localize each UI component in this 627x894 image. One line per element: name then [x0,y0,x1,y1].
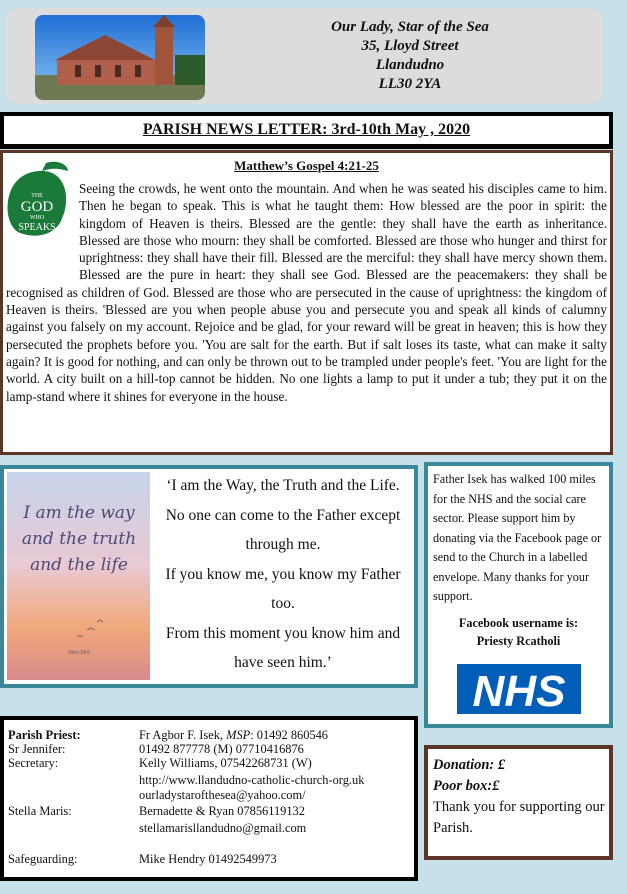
logo-text-speaks: SPEAKS [18,222,56,233]
sr-label: Sr Jennifer: [8,742,66,756]
donation-label: Donation: £ [433,757,506,773]
nhs-logo [457,664,581,714]
gospel-text: Seeing the crowds, he went onto the mountain. And when he was seated his disciples came to him. Then he began to speak. This is what he taught them: How blessed are the poor in spirit: the kingdom of Heaven is theirs. Blessed are the gentle: they shall have the earth as inheritance. Blessed are those who mourn: they shall be comforted. Blessed are those who hunger and thirst for uprightness: they shall have their fill. Blessed are the merciful: they shall have mercy shown them. Blessed are the pure in heart: they shall see God. Blessed are the peacemakers: they shall be recognised as children of God. Blessed are those who are persecuted in the cause of uprightness: the kingdom of Heaven is theirs. 'Blessed are you when people abuse you and persecute you and speak all kinds of calumny against you falsely on my account. Rejoice and be glad, for your reward will be great in heaven; this is how they persecuted the prophets before you. 'You are salt for the earth. But if salt loses its taste, what can make it salty again? It is good for nothing, and can only be thrown out to be trampled under people's feet. 'You are light for the world. A city built on a hill-top cannot be hidden. No one lights a lamp to put it under a tub; they put it on the lamp-stand where it shines for everyone in the house. [6,181,607,404]
priest-name: Fr Agbor F. Isek, [139,728,227,742]
way-truth-life-image [7,472,150,680]
image-text-line: and the truth [21,529,137,549]
address-line: LL30 2YA [378,76,442,92]
parish-contacts [0,716,418,881]
logo-text-the: THE [31,193,43,199]
email-link[interactable]: stellamarisllandudno@gmail.com [139,821,307,835]
website-link[interactable]: http://www.llandudno-catholic-church-org.uk [139,773,365,787]
gospel-body [6,180,607,405]
priest-msp: MSP [226,728,251,742]
gospel-heading: Matthew’s Gospel 4:21-25 [234,158,379,173]
image-text-line: I am the way [23,503,135,523]
donation-text [433,755,608,839]
quote-line: From this moment you know him and [165,624,401,642]
nhs-fundraiser-section [424,462,613,728]
newsletter-title-text: PARISH NEWS LETTER: 3rd-10th May , 2020 [142,121,471,138]
quote-line: through me. [245,536,321,553]
priest-phone: : 01492 860546 [250,728,329,742]
priest-label: Parish Priest: [8,728,81,742]
nhs-appeal-text: Father Isek has walked 100 miles for the NHS and the social care sector. Please support him by donating via the Facebook page or send to the Church in a labelled envelope. Many thanks for your support. [433,472,602,603]
secretary-label: Secretary: [8,756,59,770]
image-text-line: and the life [30,555,128,575]
email-link[interactable]: ourladystarofthesea@yahoo.com/ [139,788,306,802]
facebook-label: Facebook username is: [458,616,579,630]
scripture-quote-section [0,465,418,688]
facebook-info [428,614,609,650]
logo-text-god: GOD [20,199,54,215]
quote-line: have seen him.’ [234,654,332,671]
nhs-logo-text: NHS [472,667,566,714]
quote-line: ‘I am the Way, the Truth and the Life. [166,477,400,494]
facebook-username: Priesty Rcatholi [476,634,561,648]
poor-box-label: Poor box:£ [433,778,500,794]
donation-section [424,745,613,860]
quote-line: too. [271,595,295,612]
gospel-section [0,150,613,455]
quote-line: If you know me, you know my Father [165,565,401,583]
quote-line: No one can come to the Father except [165,506,401,524]
stella-label: Stella Maris: [8,804,72,818]
stella-value: Bernadette & Ryan 07856119132 [139,804,305,818]
address-line: 35, Lloyd Street [361,38,459,54]
safeguarding-value: Mike Hendry 01492549973 [139,852,277,866]
newsletter-title [0,112,613,149]
safeguarding-label: Safeguarding: [8,852,78,866]
address-line: Llandudno [375,57,445,73]
god-who-speaks-logo [6,159,72,247]
quote-text [152,471,414,678]
parish-address [300,18,520,94]
church-photo [35,15,205,100]
address-line: Our Lady, Star of the Sea [331,19,489,35]
donation-thanks: Thank you for supporting our Parish. [433,799,605,836]
secretary-value: Kelly Williams, 07542268731 (W) [139,756,312,770]
logo-text-who: WHO [29,215,45,221]
image-caption: John 14:6 [68,650,90,656]
sr-value: 01492 877778 (M) 07710416876 [139,742,304,756]
